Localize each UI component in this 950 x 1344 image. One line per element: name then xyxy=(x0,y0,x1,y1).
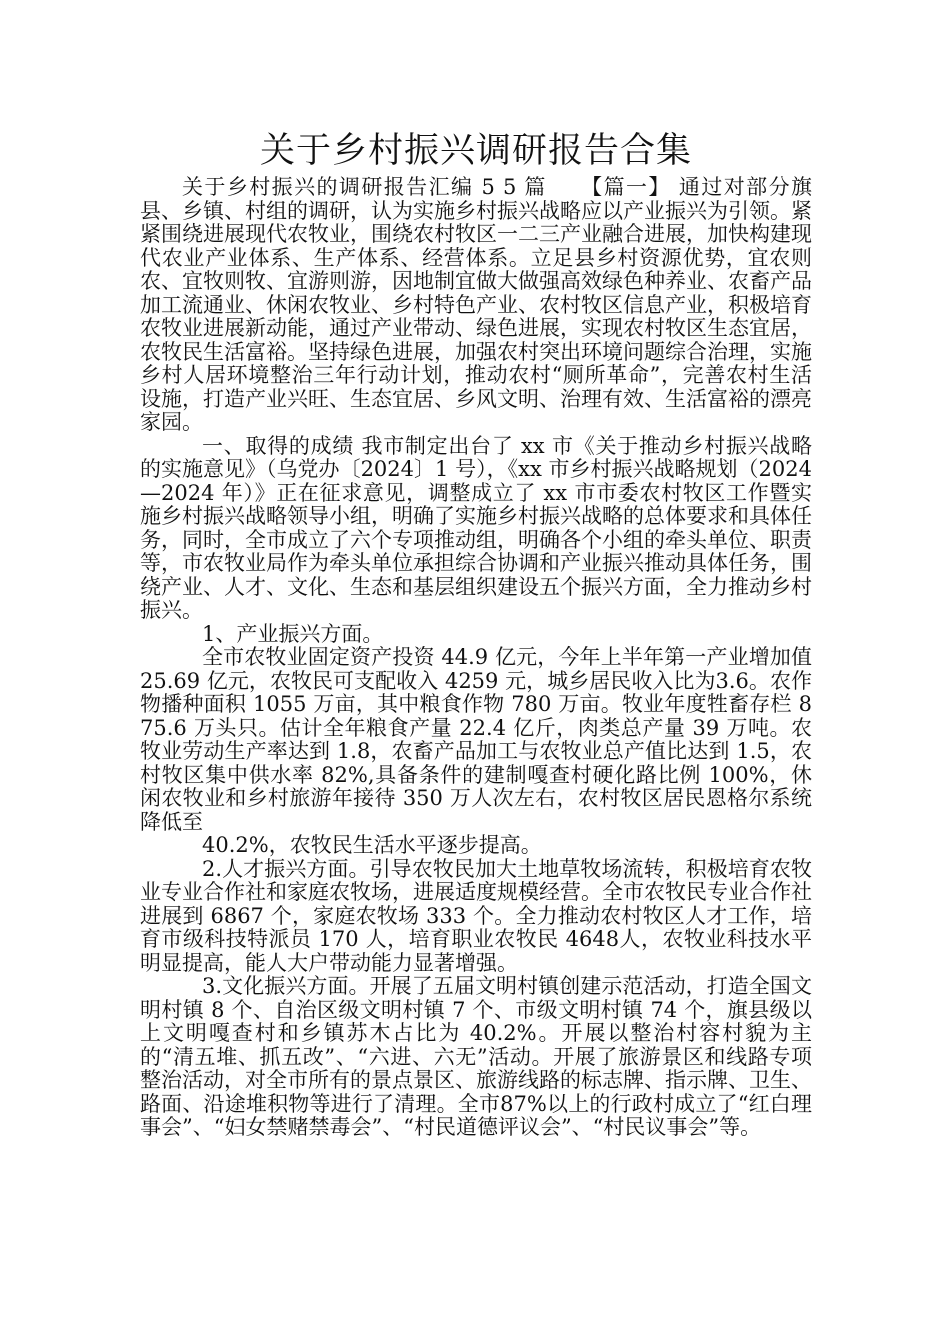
paragraph-industry: 全市农牧业固定资产投资 44.9 亿元，今年上半年第一产业增加值 25.69 亿元，农牧民可支配收入 4259 元，城乡居民收入比为3.6。农作物播种面积 1055 万亩，其中粮食作物 780 万亩。牧业年度牲畜存栏 875.6 万头只。估计全年粮食产量 22.4 亿斤，肉类总产量 39 万吨。农牧业劳动生产率达到 1.8，农畜产品加工与农牧业总产值比达到 1.5，农村牧区集中供水率 82%,具备条件的建制嘎查村硬化路比例 100%，休闲农牧业和乡村旅游年接待 350 万人次左右，农村牧区居民恩格尔系统降低至 xyxy=(140,645,812,834)
paragraph-talent: 2.人才振兴方面。引导农牧民加大土地草牧场流转，积极培育农牧业专业合作社和家庭农牧场，进展适度规模经营。全市农牧民专业合作社进展到 6867 个，家庭农牧场 333 个。全力推动农村牧区人才工作，培育市级科技特派员 170 人，培育职业农牧民 4648人，农牧业科技水平明显提高，能人大户带动能力显著增强。 xyxy=(140,856,812,975)
document-page xyxy=(140,126,812,1140)
paragraph-culture: 3.文化振兴方面。开展了五届文明村镇创建示范活动，打造全国文明村镇 8 个、自治区级文明村镇 7 个、市级文明村镇 74 个，旗县级以上文明嘎查村和乡镇苏木占比为 40.2%。开展以整治村容村貌为主的“清五堆、抓五改”、“六进、六无”活动。开展了旅游景区和线路专项整治活动，对全市所有的景点景区、旅游线路的标志牌、指示牌、卫生、路面、沿途堆积物等进行了清理。全市87%以上的行政村成立了“红白理事会”、“妇女禁赌禁毒会”、“村民道德评议会”、“村民议事会”等。 xyxy=(140,974,812,1139)
document-title: 关于乡村振兴调研报告合集 xyxy=(259,131,692,171)
paragraph-intro: 关于乡村振兴的调研报告汇编 5 5 篇 【篇一】 通过对部分旗县、乡镇、村组的调研，认为实施乡村振兴战略应以产业振兴为引领。紧紧围绕进展现代农牧业，围绕农村牧区一二三产业融合进展，加快构建现代农业产业体系、生产体系、经营体系。立足县乡村资源优势，宜农则农、宜牧则牧、宜游则游，因地制宜做大做强高效绿色种养业、农畜产品加工流通业、休闲农牧业、乡村特色产业、农村牧区信息产业，积极培育农牧业进展新动能，通过产业带动、绿色进展，实现农村牧区生态宜居，农牧民生活富裕。坚持绿色进展，加强农村突出环境问题综合治理，实施乡村人居环境整治三年行动计划，推动农村“厕所革命”，完善农村生活设施，打造产业兴旺、生态宜居、乡风文明、治理有效、生活富裕的漂亮家园。 xyxy=(140,175,812,434)
paragraph-industry-continued: 40.2%，农牧民生活水平逐步提高。 xyxy=(202,833,542,857)
section-heading-industry: 1、产业振兴方面。 xyxy=(202,621,384,646)
paragraph-achievements: 一、取得的成绩 我市制定出台了 xx 市《关于推动乡村振兴战略的实施意见》（乌党办〔2024〕1 号），《xx 市乡村振兴战略规划（2024—2024 年）》正在征求意见，调整成立了 xx 市市委农村牧区工作暨实施乡村振兴战略领导小组，明确了实施乡村振兴战略的总体要求和具体任务，同时，全市成立了六个专项推动组，明确各个小组的牵头单位、职责等，市农牧业局作为牵头单位承担综合协调和产业振兴推动具体任务，围绕产业、人才、文化、生态和基层组织建设五个振兴方面，全力推动乡村振兴。 xyxy=(140,433,812,622)
